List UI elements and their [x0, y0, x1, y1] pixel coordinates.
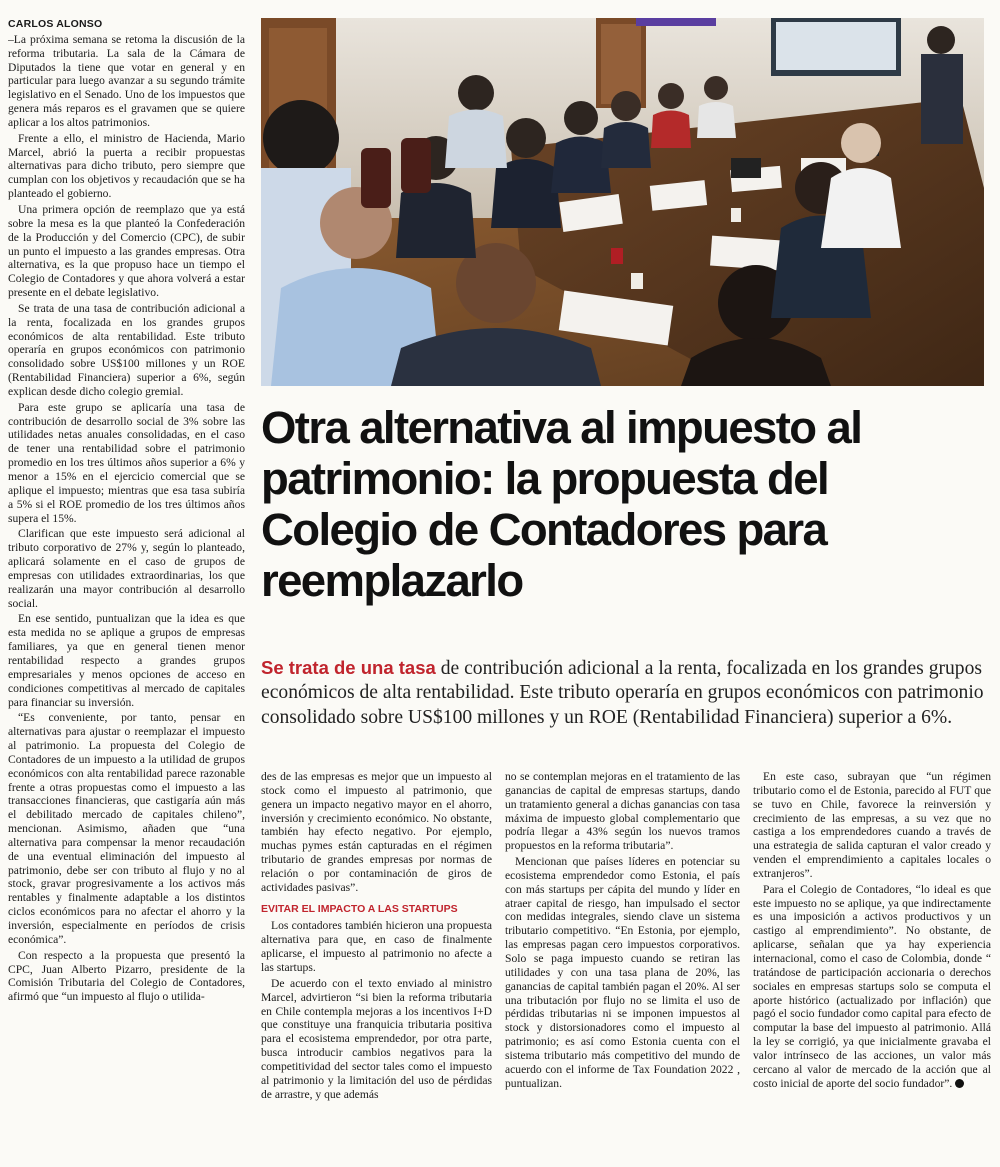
article-column-4 [753, 770, 991, 1164]
article-column-1 [8, 18, 245, 1164]
paragraph: Para este grupo se aplicaría una tasa de contribución de desarrollo social de 3% sobre las utilidades netas anuales consolidadas, en el caso de tener una rentabilidad sobre el patrimonio promedio en los tres últimos años superior a 6% y menor a 15% en el ejercicio comercial que se aplique el impuesto; mientras que esa tasa subiría a 5% si el ROE promedio de los tres últimos años supera el 15%. [8, 400, 245, 525]
paragraph: Se trata de una tasa de contribución adicional a la renta, focalizada en los grandes grupos económicos de alta rentabilidad. Este tributo operaría en grupos económicos con patrimonio consolidado sobre US$100 millones y un ROE (Rentabilidad Financiera) superior a 6%, según explican desde dicho colegio gremial. [8, 301, 245, 398]
paragraph: Los contadores también hicieron una propuesta alternativa para que, en caso de finalmente aplicarse, el impuesto al patrimonio no afecte a las startups. [261, 919, 492, 974]
paragraph: –La próxima semana se retoma la discusión de la reforma tributaria. La sala de la Cámara de Diputados la tiene que votar en general y en particular para luego avanzar a su segundo trámite legislativo en el Senado. Uno de los impuestos que genera más reparos es el gravamen que se quiere aplicar a los altos patrimonios. [8, 32, 245, 129]
byline: CARLOS ALONSO [8, 18, 103, 30]
paragraph: no se contemplan mejoras en el tratamiento de las ganancias de capital de empresas startups, dando un tratamiento general a dichas ganancias con tasa máxima de impuesto global complementario que podría llegar a 43% según los nuevos tramos propuestos en la reforma tributaria”. [505, 770, 740, 853]
article-column-3 [505, 770, 740, 1164]
deck-lead: Se trata de una tasa [261, 657, 436, 678]
paragraph: des de las empresas es mejor que un impuesto al stock como el impuesto al patrimonio, que genera un impacto negativo mayor en el ahorro, inversión y crecimiento económico. No obstante, también hay efecto negativo. Por ejemplo, muchas pymes están capturadas en el régimen tributario de grandes empresas por normas de relación o por contaminación de giros de actividades pasivas”. [261, 770, 492, 894]
meeting-photo-illustration [261, 18, 984, 386]
paragraph: Mencionan que países líderes en potenciar su ecosistema emprendedor como Estonia, el país con más startups per cápita del mundo y líder en atraer capital de riesgo, han impulsado el sector con medidas integrales, siendo clave un sistema tributario competitivo. “En Estonia, por ejemplo, las empresas pagan cero impuestos corporativos. Solo se paga impuesto cuando se retiran las utilidades y con una tasa plana de 20%, las ganancias de capital también pagan el 20%. Al ser una tributación por flujo no se limita el uso de pérdidas tributarias ni se imponen impuestos al stock y distorsionadores como el impuesto al patrimonio; es así como Estonia cuenta con el sistema tributario más competitivo del mundo de acuerdo con el informe de Tax Foundation 2022 , puntualizan. [505, 855, 740, 1090]
article-column-2 [261, 770, 492, 1164]
paragraph: “Es conveniente, por tanto, pensar en alternativas para ajustar o reemplazar el impuesto al patrimonio. La propuesta del Colegio de Contadores de un impuesto a la utilidad de grupos económicos con alta rentabilidad parece razonable frente a otras propuestas como el impuesto a las transacciones financieras, que castigaría aún más el debilitado mercado de capitales chileno”, mencionan. Asimismo, añaden que “una alternativa para compensar la menor recaudación de una eventual eliminación del impuesto al patrimonio, debe ser con tributo al flujo y no al stock, gravar progresivamente a los activos más rentables y finalmente adaptable a los distintos ciclos económicos para no afectar el ahorro y la inversión, especialmente en períodos de crisis económica”. [8, 711, 245, 946]
paragraph [753, 883, 991, 1091]
deck-text: de contribución adicional a la renta, focalizada en los grandes grupos económicos de alta rentabilidad. Este tributo operaría en grupos económicos con patrimonio consolidado sobre US$100 millones y un ROE (Rentabilidad Financiera) superior a 6%. [261, 658, 984, 728]
paragraph: Una primera opción de reemplazo que ya está sobre la mesa es la que planteó la Confederación de la Producción y del Comercio (CPC), de subir un punto el impuesto a las grandes empresas. Otra alternativa, es la que propuso hace un tiempo el Colegio de Contadores y que ahora volverá a estar presente en el debate legislativo. [8, 202, 245, 300]
paragraph: Con respecto a la propuesta que presentó la CPC, Juan Alberto Pizarro, presidente de la Comisión Tributaria del Colegio de Contadores, afirmó que “un impuesto al flujo o utilida- [8, 948, 245, 1004]
paragraph: En ese sentido, puntualizan que la idea es que esta medida no se aplique a grupos de empresas familiares, ya que en general tienen menor rentabilidad respecto a grandes grupos empresariales y menos opciones de acceso en condiciones competitivas al mercado de capitales para financiar su inversión. [8, 612, 245, 709]
end-mark-icon: P [955, 1079, 964, 1088]
headline: Otra alternativa al impuesto al patrimonio: la propuesta del Colegio de Contadores para reemplazarlo [261, 402, 862, 606]
article-photo [261, 18, 984, 386]
paragraph-text: Para el Colegio de Contadores, “lo ideal es que este impuesto no se aplique, ya que indirectamente es una imposición a activos productivos y un castigo al emprendimiento”. No obstante, de aplicarse, señalan que ya hay experiencia internacional, como el caso de Colombia, donde “ tratándose de participación accionaria o derechos sociales en empresas startups solo se computa el aporte histórico (actualizado por inflación) que pagó el socio fundador como capital para efecto de computar la base del impuesto al patrimonio. Allá la ley se corrigió, ya que inicialmente gravaba el valor intrínseco de las acciones, un valor más cercano al valor de mercado de la acción que al costo inicial de aporte del socio fundador”. [753, 882, 991, 1090]
paragraph: En este caso, subrayan que “un régimen tributario como el de Estonia, parecido al FUT que se tuvo en Chile, favorece la reinversión y crecimiento de las empresas, a su vez que no castiga a los emprendedores cuando a través de una estrategia de salida capturan el valor creado y venden el emprendimiento a capitales locales o extranjeros”. [753, 770, 991, 880]
paragraph: Frente a ello, el ministro de Hacienda, Mario Marcel, abrió la puerta a recibir propuestas alternativas para dicho tributo, pero siempre que cumplan con los objetivos y recaudación que se ha planteado el gobierno. [8, 131, 245, 201]
column-1-body [8, 33, 245, 1004]
subhead: EVITAR EL IMPACTO A LAS STARTUPS [261, 902, 458, 915]
paragraph: De acuerdo con el texto enviado al ministro Marcel, advirtieron “si bien la reforma tributaria en Chile contempla mejoras a los incentivos I+D que constituye una franquicia tributaria positiva para el ecosistema emprendedor, por otra parte, busca introducir cambios negativos para la competitividad del sector tales como el impuesto al patrimonio y la limitación del uso de pérdidas de arrastre, y que además [261, 976, 492, 1101]
deck [261, 656, 986, 730]
paragraph: Clarifican que este impuesto será adicional al tributo corporativo de 27% y, según lo planteado, aplicará solamente en el caso de grupos de empresas con utilidades extraordinarias, los que realizarán una mayor contribución al desarrollo social. [8, 527, 245, 610]
